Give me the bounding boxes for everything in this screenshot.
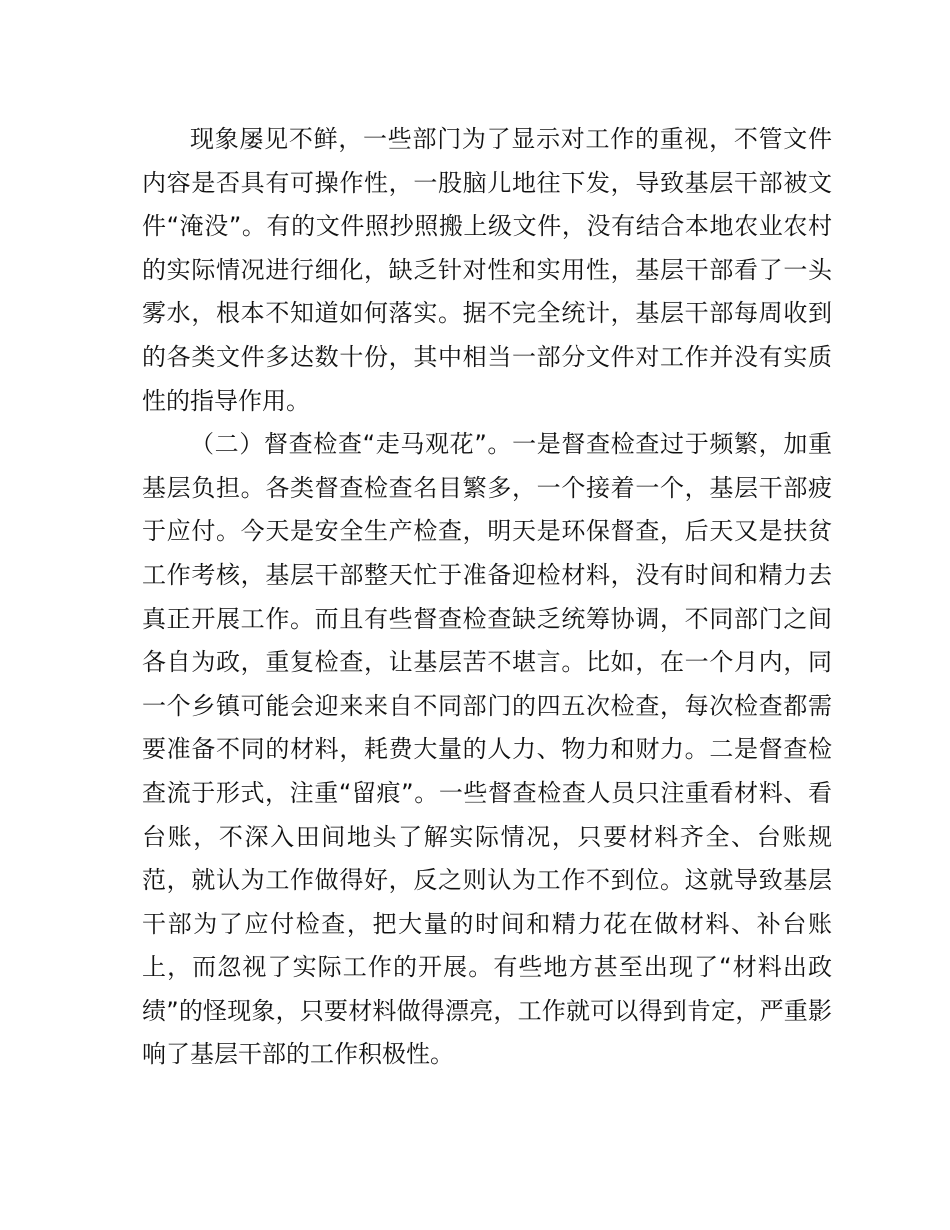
paragraph-inspection-section: （二）督查检查“走马观花”。一是督查检查过于频繁，加重基层负担。各类督查检查名目繁多，一个接着一个，基层干部疲于应付。今天是安全生产检查，明天是环保督查，后天又是扶贫工作考核，基层干部整天忙于准备迎检材料，没有时间和精力去真正开展工作。而且有些督查检查缺乏统筹协调，不同部门之间各自为政，重复检查，让基层苦不堪言。比如，在一个月内，同一个乡镇可能会迎来来自不同部门的四五次检查，每次检查都需要准备不同的材料，耗费大量的人力、物力和财力。二是督查检查流于形式，注重“留痕”。一些督查检查人员只注重看材料、看台账，不深入田间地头了解实际情况，只要材料齐全、台账规范，就认为工作做得好，反之则认为工作不到位。这就导致基层干部为了应付检查，把大量的时间和精力花在做材料、补台账上，而忽视了实际工作的开展。有些地方甚至出现了“材料出政绩”的怪现象，只要材料做得漂亮，工作就可以得到肯定，严重影响了基层干部的工作积极性。 <box>142 430 832 1069</box>
paragraph-document-overload: 现象屡见不鲜，一些部门为了显示对工作的重视，不管文件内容是否具有可操作性，一股脑儿地往下发，导致基层干部被文件“淹没”。有的文件照抄照搬上级文件，没有结合本地农业农村的实际情况进行细化，缺乏针对性和实用性，基层干部看了一头雾水，根本不知道如何落实。据不完全统计，基层干部每周收到的各类文件多达数十份，其中相当一部分文件对工作并没有实质性的指导作用。 <box>142 125 832 415</box>
document-body <box>142 118 832 1077</box>
